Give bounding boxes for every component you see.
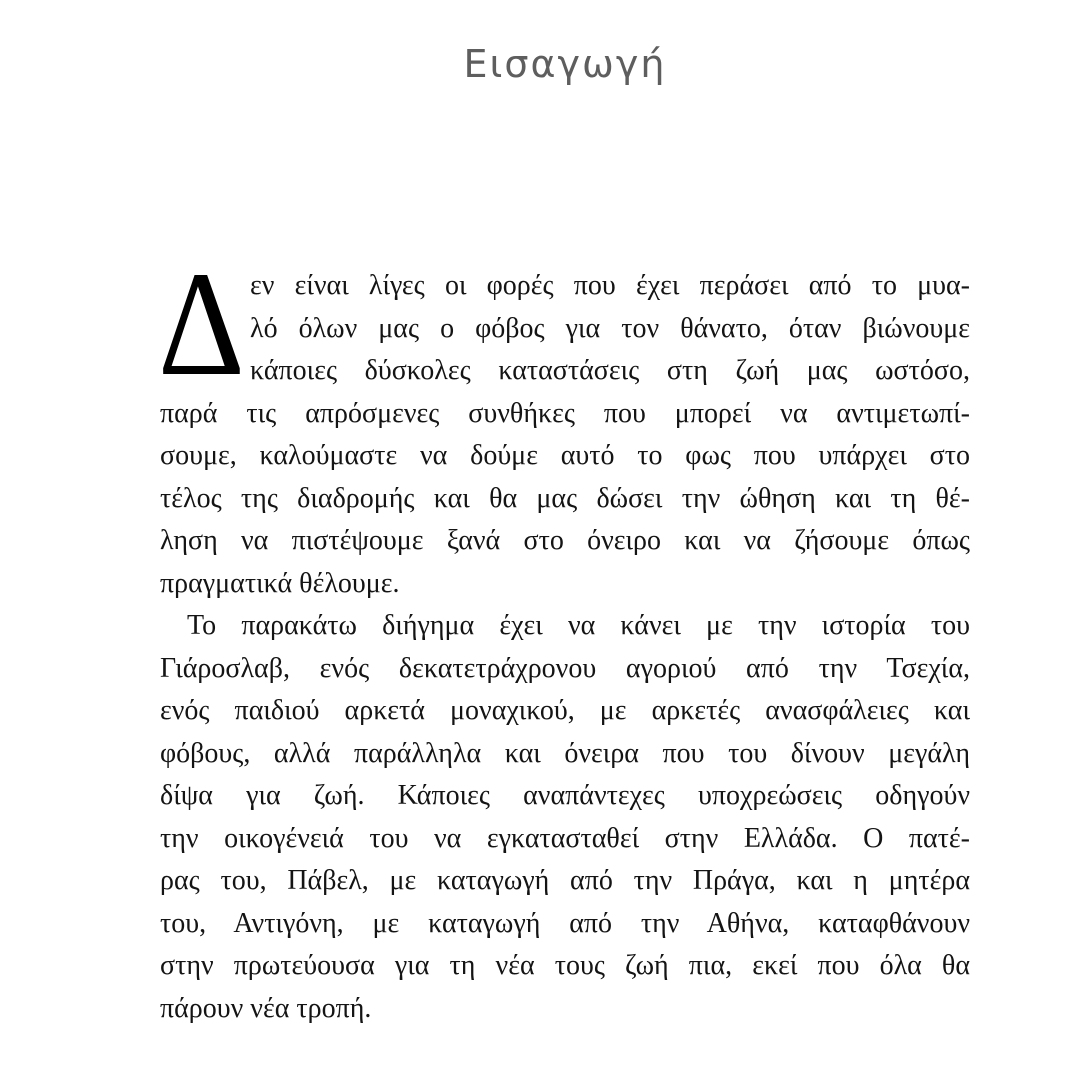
text-line: τέλος της διαδρομής και θα μας δώσει την ώθηση και τη θέ- (160, 482, 970, 514)
paragraph-2 (160, 605, 970, 1030)
text-line: του, Αντιγόνη, με καταγωγή από την Αθήνα, καταφθάνουν (160, 907, 970, 939)
text-line: παρά τις απρόσμενες συνθήκες που μπορεί να αντιμετωπί- (160, 397, 970, 429)
text-line: φόβους, αλλά παράλληλα και όνειρα που του δίνουν μεγάλη (160, 737, 970, 769)
text-line: πάρουν νέα τροπή. (160, 992, 372, 1024)
text-line: στην πρωτεύουσα για τη νέα τους ζωή πια, εκεί που όλα θα (160, 950, 970, 981)
text-line: δίψα για ζωή. Κάποιες αναπάντεχες υποχρεώσεις οδηγούν (160, 780, 970, 811)
text-line: την οικογένειά του να εγκατασταθεί στην Ελλάδα. Ο πατέ- (160, 822, 970, 854)
text-line: λό όλων μας ο φόβος για τον θάνατο, όταν βιώνουμε (250, 312, 970, 344)
text-line: ρας του, Πάβελ, με καταγωγή από την Πράγα, και η μητέρα (160, 865, 970, 896)
text-line: πραγματικά θέλουμε. (160, 567, 400, 599)
text-line: κάποιες δύσκολες καταστάσεις στη ζωή μας ωστόσο, (250, 355, 970, 386)
chapter-title: Εισαγωγή (463, 42, 667, 86)
text-line: ληση να πιστέψουμε ξανά στο όνειρο και να ζήσουμε όπως (160, 525, 970, 556)
chapter-body (158, 241, 970, 1030)
paragraph-1 (160, 265, 970, 605)
drop-cap: Δ (158, 241, 245, 407)
text-line: εν είναι λίγες οι φορές που έχει περάσει από το μυα- (250, 270, 970, 301)
text-line: ενός παιδιού αρκετά μοναχικού, με αρκετές ανασφάλειες και (160, 695, 970, 726)
text-line: σουμε, καλούμαστε να δούμε αυτό το φως που υπάρχει στο (160, 440, 970, 471)
text-line: Γιάροσλαβ, ενός δεκατετράχρονου αγοριού από την Τσεχία, (160, 652, 970, 684)
text-line: Το παρακάτω διήγημα έχει να κάνει με την ιστορία του (187, 610, 970, 641)
